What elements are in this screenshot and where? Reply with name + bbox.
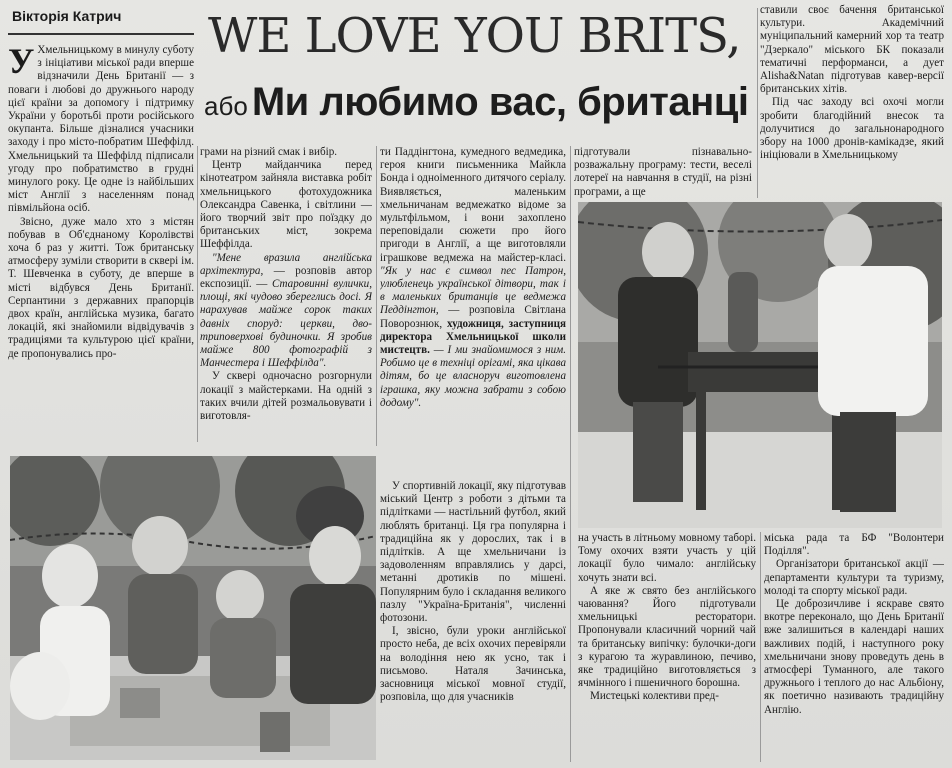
column-divider [570, 146, 571, 762]
column-2-para-2: Центр майданчика перед кінотеатром зайняла виставка робіт хмельницького фотохудожника Олександра Савенка, і світлини — його творчий звіт про поїздку до британських міст, зокрема Шеффілда. [200, 159, 372, 251]
column-4-para-3: А яке ж свято без англійського чаювання? Його підготували хмельницькі ресторатори. Пропонували класичний чорний чай та британську випічку: булочки-доги з курагою та журавлиною, печиво, яке традиційно виготовляється з ячмінного і пшеничного борошна. [578, 584, 756, 690]
column-5-top [760, 4, 944, 196]
column-3 [380, 146, 566, 478]
column-divider [757, 8, 758, 198]
column-5-para-2: Під час заходу всі охочі могли зробити благодійний внесок та долучитися до загальнонародного збору на 1000 дронів-камікадзе, який ініціювали в Хмельницькому [760, 96, 944, 162]
column-3-lower [380, 480, 566, 762]
photo-table-football [578, 202, 942, 528]
byline-rule [8, 33, 194, 35]
column-3-para-3: І, звісно, були уроки англійської просто неба, де всіх охочих перевіряли на володіння нею як усно, так і письмово. Наталя Зачинська, засновниця міської мовної студії, розповіла, що для учасників [380, 625, 566, 704]
column-5-para-1: ставили своє бачення британської культури. Академічний муніципальний камерний хор та театр "Дзеркало" міського БК показали тематичні перформанси, а дует Alisha&Natan підготував кавер-версії британських хітів. [760, 4, 944, 96]
column-divider [376, 146, 377, 446]
headline-english: WE LOVE YOU BRITS, [208, 8, 741, 64]
column-2-para-3: "Мене вразила англійська архітектура, — розповів автор експозиції. — Старовинні вулички, площі, які чудово збереглись досі. Я нарахував майже сорок таких давніх споруд: церкви, дво-триповерхові будиночки. Я зробив майже 800 фотографій з Манчестера і Шеффілда". [200, 251, 372, 370]
headline-abo: або [204, 91, 248, 121]
column-divider [760, 532, 761, 762]
column-1 [8, 44, 194, 442]
headline-main: Ми любимо вас, британці [251, 80, 749, 124]
column-4-para-1: підготували пізнавально-розважальну програму: тести, веселі лотереї на навчання в студії, на різні програми, а ще [574, 146, 752, 198]
column-2-para-4: У сквері одночасно розгорнули локації з майстерками. На одній з таких вчили дітей розмальовувати і виготовля- [200, 370, 372, 423]
drop-cap: У [8, 44, 35, 81]
headline-ukrainian [204, 80, 749, 125]
column-5-para-3: міська рада та БФ "Волонтери Поділля". [764, 532, 944, 558]
photo-children-crafting [10, 456, 376, 760]
column-5-para-5: Це доброзичливе і яскраве свято вкотре переконало, що День Британії вже залишиться в календарі наших важливих подій, і наступного року хмельничани знову проведуть день в атмосфері Туманного, але такого дружнього і теплого до нас Альбіону, як поетично називають традиційну Англію. [764, 598, 944, 716]
column-4-top [574, 146, 752, 200]
column-4-para-4: Мистецькі колективи пред- [590, 690, 720, 703]
column-3-para-1: ти Паддінгтона, кумедного ведмедика, героя книги письменника Майкла Бонда і одноіменного дитячого серіалу. Виявляється, маленьким хмельничанам ведмежатко відоме за мультфільмом, і вони захоплено переповідали сюжети про його пригоди в Англії, а ще виготовляли іграшкове ведмежа на майстер-класі. "Як у нас є символ пес Патрон, улюбленець української дітвори, так і в маленьких британців це ведмежа Педдінгтон, — розповіла Світлана Поворознюк, художниця, заступниця директора Хмельницької школи мистецтв. — І ми знайомимося з ним. Робимо це в техніці орігамі, яка цікава дітям, бо це власноруч виготовлена іграшка, яку можна забрати з собою додому". [380, 146, 566, 409]
column-2-para-1: грами на різний смак і вибір. [200, 146, 338, 158]
column-5-para-4: Організатори британської акції — департаменти культури та туризму, молоді та спорту міської ради. [764, 558, 944, 597]
column-4-lower [578, 532, 756, 762]
column-4-para-2: на участь в літньому мовному таборі. Тому охочих взяти участь у цій локації було чимало: англійську хочуть знати всі. [578, 532, 756, 584]
author-byline: Вікторія Катрич [12, 8, 122, 24]
column-5-lower [764, 532, 944, 764]
column-3-para-2: У спортивній локації, яку підготував міський Центр з роботи з дітьми та підлітками — настільний футбол, який люблять британці. Ця гра популярна і традиційна як у дорослих, так і в підлітків. А ще хмельничани із задоволенням вправлялись у дарсі, метанні дротиків по мішені. Популярним було і складання великого пазлу "Україна-Британія", численні фотозони. [380, 480, 566, 625]
column-2 [200, 146, 372, 442]
column-1-para-1: У Хмельницькому в минулу суботу з ініціативи міської ради вперше відзначили День Британії — з поваги і любові до дружнього народу цієї країни за допомогу і підтримку України у боротьбі проти російського окупанта. Більше дізналися учасники заходу і про місто-побратим Шеффілд. Хмельницький та Шеффілд підписали угоду про побратимство в грудні минулого року. Це одне із найбільших міст Англії з населенням понад півмільйона осіб. [8, 44, 194, 215]
column-1-para-2: Звісно, дуже мало хто з містян побував в Об'єднаному Королівстві хоча б раз у житті. Тож британську атмосферу зуміли створити в сквері ім. Т. Шевченка в суботу, де вперше в місті відбувся День Британії. Серпантини з державних прапорців двох країн, англійська музика, багато локацій, які знайомили відвідувачів з традиціями та культурою цієї країни, де пропонувались про- [8, 215, 194, 360]
column-divider [197, 146, 198, 442]
